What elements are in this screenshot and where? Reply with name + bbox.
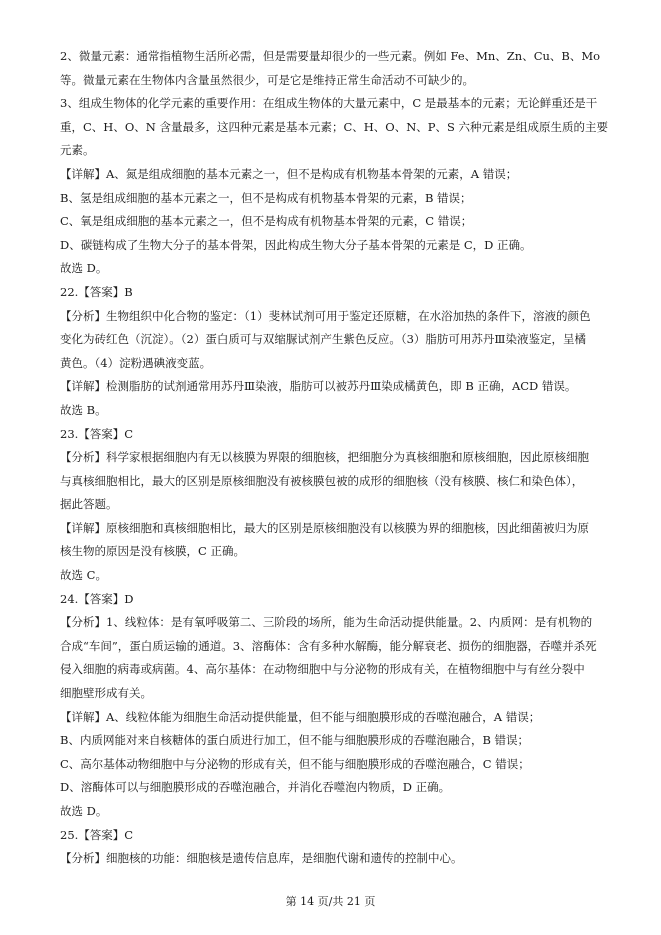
text-line: 重，C、H、O、N 含量最多，这四种元素是基本元素；C、H、O、N、P、S 六种元素是组成原生质的主要 <box>60 119 608 134</box>
text-line: D、溶酶体可以与细胞膜形成的吞噬泡融合，并消化吞噬泡内物质，D 正确。 <box>60 780 451 795</box>
text-line: 变化为砖红色（沉淀）。（2）蛋白质可与双缩脲试剂产生紫色反应。（3）脂肪可用苏丹Ⅲ染液鉴定，呈橘 <box>60 332 586 347</box>
text-line: 据此答题。 <box>60 497 118 512</box>
text-line: 细胞壁形成有关。 <box>60 686 152 701</box>
text-line: B、氢是组成细胞的基本元素之一，但不是构成有机物基本骨架的元素，B 错误； <box>60 190 472 205</box>
text-line: 黄色。（4）淀粉遇碘液变蓝。 <box>60 355 212 370</box>
document-body <box>60 45 608 871</box>
text-line: 3、组成生物体的化学元素的重要作用：在组成生物体的大量元素中，C 是最基本的元素；无论鲜重还是干 <box>60 96 598 111</box>
text-line: 故选 D。 <box>60 261 108 276</box>
text-line: 2、微量元素：通常指植物生活所必需，但是需要量却很少的一些元素。例如 Fe、Mn、Zn、Cu、B、Mo <box>60 49 601 63</box>
text-line: 故选 D。 <box>60 804 108 818</box>
text-line: 与真核细胞相比，最大的区别是原核细胞没有被核膜包被的成形的细胞核（没有核膜、核仁和染色体）， <box>60 473 584 488</box>
answer-heading-23: 23.【答案】C <box>60 426 134 441</box>
text-line: C、高尔基体动物细胞中与分泌物的形成有关，但不能与细胞膜形成的吞噬泡融合，C 错误； <box>60 756 530 771</box>
text-line: 【详解】A、线粒体能为细胞生命活动提供能量，但不能与细胞膜形成的吞噬泡融合，A 错误； <box>60 709 541 724</box>
answer-heading-22: 22.【答案】B <box>60 284 133 299</box>
text-line: 故选 B。 <box>60 402 107 417</box>
text-line: 【详解】检测脂肪的试剂通常用苏丹Ⅲ染液，脂肪可以被苏丹Ⅲ染成橘黄色，即 B 正确，ACD 错误。 <box>60 379 577 394</box>
answer-heading-25: 25.【答案】C <box>60 827 134 842</box>
text-line: 【分析】1、线粒体：是有氧呼吸第二、三阶段的场所，能为生命活动提供能量。2、内质网：是有机物的 <box>60 615 593 630</box>
answer-heading-24: 24.【答案】D <box>60 591 134 606</box>
text-line: 【分析】细胞核的功能：细胞核是遗传信息库，是细胞代谢和遗传的控制中心。 <box>60 851 463 866</box>
text-line: 元素。 <box>60 143 95 158</box>
text-line: 合成“车间”，蛋白质运输的通道。3、溶酶体：含有多种水解酶，能分解衰老、损伤的细胞器，吞噬并杀死 <box>60 638 597 653</box>
text-line: D、碳链构成了生物大分子的基本骨架，因此构成生物大分子基本骨架的元素是 C，D 正确。 <box>60 237 532 252</box>
text-line: 等。微量元素在生物体内含量虽然很少，可是它是维持正常生命活动不可缺少的。 <box>60 72 474 87</box>
page-footer: 第 14 页/共 21 页 <box>285 895 376 908</box>
text-line: B、内质网能对来自核糖体的蛋白质进行加工，但不能与细胞膜形成的吞噬泡融合，B 错误； <box>60 733 530 748</box>
text-line: 侵入细胞的病毒或病菌。4、高尔基体：在动物细胞中与分泌物的形成有关，在植物细胞中与有丝分裂中 <box>60 662 585 677</box>
text-line: 【分析】科学家根据细胞内有无以核膜为界限的细胞核，把细胞分为真核细胞和原核细胞，因此原核细胞 <box>60 450 589 465</box>
text-line: 故选 C。 <box>60 568 107 583</box>
text-line: 【详解】原核细胞和真核细胞相比，最大的区别是原核细胞没有以核膜为界的细胞核，因此细菌被归为原 <box>60 520 589 535</box>
text-line: 【详解】A、氮是组成细胞的基本元素之一，但不是构成有机物基本骨架的元素，A 错误； <box>60 166 518 181</box>
text-line: 核生物的原因是没有核膜，C 正确。 <box>60 544 245 559</box>
text-line: C、氧是组成细胞的基本元素之一，但不是构成有机物基本骨架的元素，C 错误； <box>60 214 473 229</box>
text-line: 【分析】生物组织中化合物的鉴定：（1）斐林试剂可用于鉴定还原糖，在水浴加热的条件下，溶液的颜色 <box>60 308 591 323</box>
